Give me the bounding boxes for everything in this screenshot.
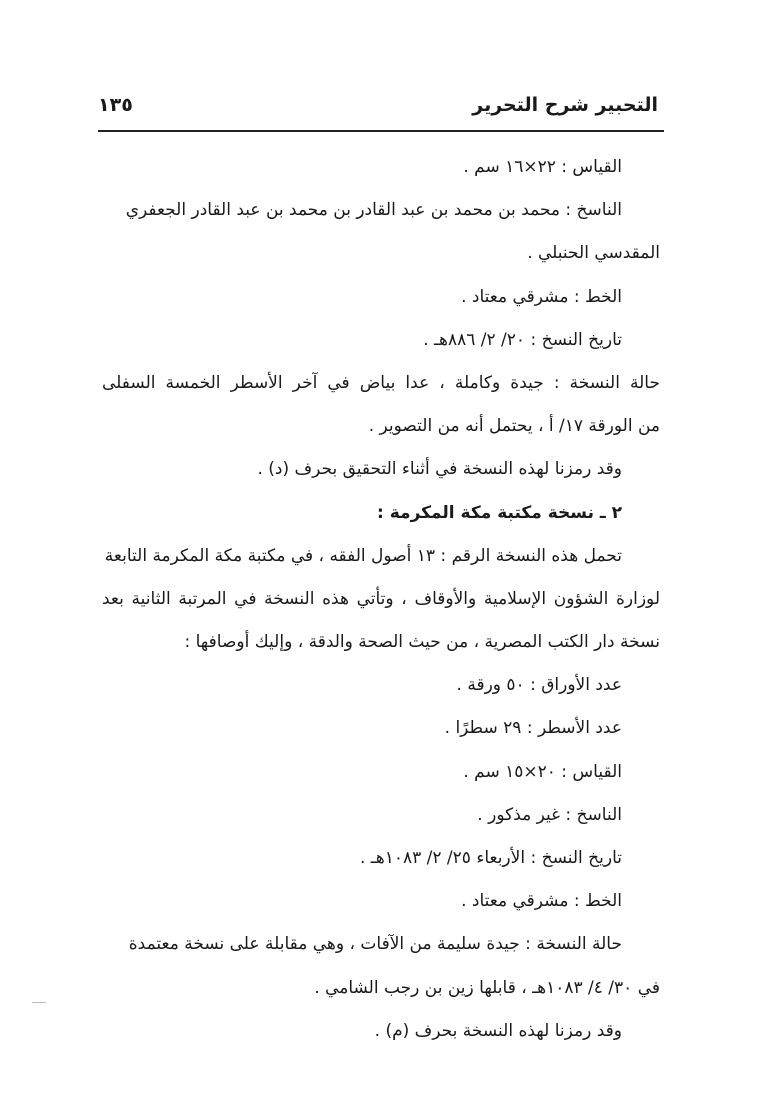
text-line: الناسخ : غير مذكور . (477, 804, 622, 825)
text-line: عدد الأسطر : ٢٩ سطرًا . (444, 718, 622, 739)
text-line: القياس : ٢٢×١٦ سم . (463, 157, 622, 177)
running-header (98, 92, 658, 126)
body-text (102, 146, 660, 1053)
section-heading: ٢ ـ نسخة مكتبة مكة المكرمة : (377, 502, 622, 523)
text-line: نسخة دار الكتب المصرية ، من حيث الصحة والدقة ، وإليك أوصافها : (184, 632, 660, 653)
text-line: المقدسي الحنبلي . (527, 243, 660, 264)
header-rule (98, 130, 664, 132)
text-line: حالة النسخة : جيدة سليمة من الآفات ، وهي مقابلة على نسخة معتمدة (128, 934, 622, 955)
text-line: حالة النسخة : جيدة وكاملة ، عدا بياض في آخر الأسطر الخمسة السفلى (102, 372, 660, 393)
header-title: التحبير شرح التحرير (472, 94, 658, 116)
text-line: في ٣٠/ ٤/ ١٠٨٣هـ ، قابلها زين بن رجب الشامي . (314, 977, 660, 998)
text-line: عدد الأوراق : ٥٠ ورقة . (456, 675, 622, 696)
margin-mark (32, 1002, 46, 1003)
text-line: تاريخ النسخ : ٢٠/ ٢/ ٨٨٦هـ . (423, 329, 622, 350)
text-line: تحمل هذه النسخة الرقم : ١٣ أصول الفقه ، في مكتبة مكة المكرمة التابعة (104, 545, 622, 566)
text-line: وقد رمزنا لهذه النسخة في أثناء التحقيق بحرف (د) . (257, 459, 622, 480)
text-line: تاريخ النسخ : الأربعاء ٢٥/ ٢/ ١٠٨٣هـ . (359, 848, 622, 868)
text-line: وقد رمزنا لهذه النسخة بحرف (م) . (374, 1020, 622, 1041)
page-number: ١٣٥ (98, 94, 133, 116)
text-line: لوزارة الشؤون الإسلامية والأوقاف ، وتأتي هذه النسخة في المرتبة الثانية بعد (102, 588, 660, 609)
text-line: القياس : ٢٠×١٥ سم . (463, 761, 622, 782)
text-line: الخط : مشرقي معتاد . (461, 891, 622, 912)
text-line: الناسخ : محمد بن محمد بن عبد القادر بن محمد بن عبد القادر الجعفري (125, 200, 622, 221)
text-line: الخط : مشرقي معتاد . (461, 286, 622, 307)
text-line: من الورقة ١٧/ أ ، يحتمل أنه من التصوير . (368, 416, 660, 437)
